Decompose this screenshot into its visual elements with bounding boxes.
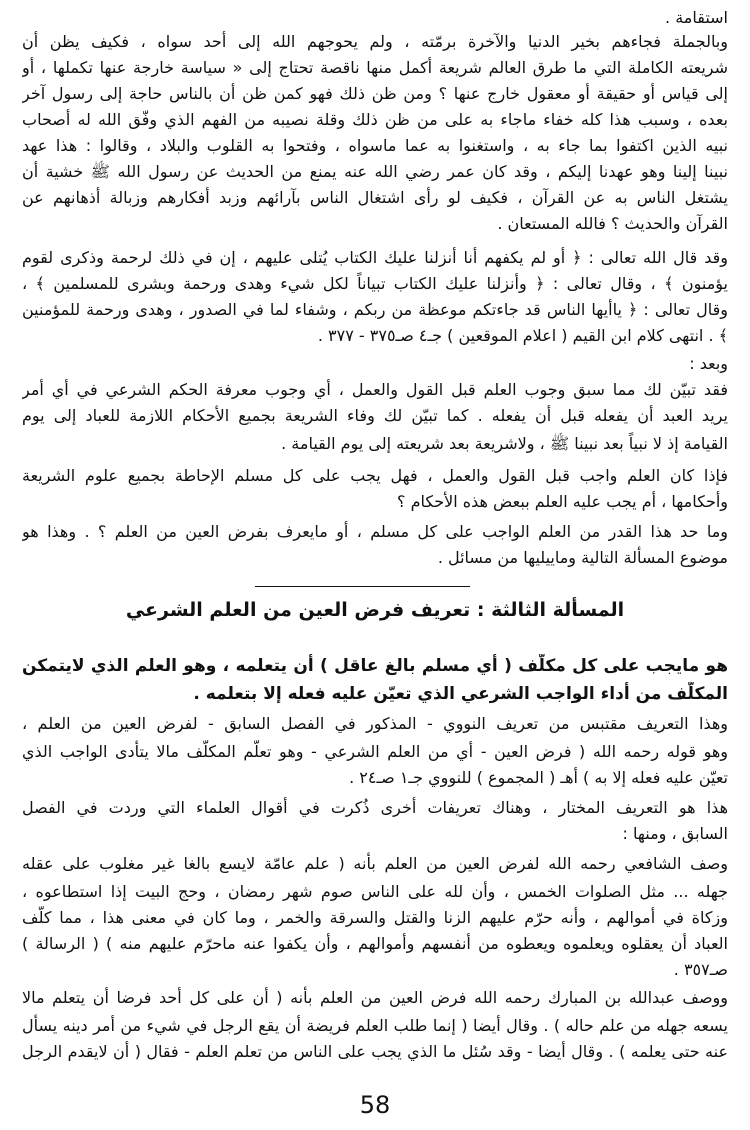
text-line: نبينا إلينا وهو عهدنا إليكم ، وقد كان عمر رضي الله عنه يمنع من الحديث عن رسول الله ﷺ خشية أن (22, 162, 728, 181)
text-line: تعيّن عليه فعله إلا به ) أهـ ( المجموع ) للنووي جـ١ صـ٢٤ . (349, 768, 728, 787)
section-heading: المسألة الثالثة : تعريف فرض العين من العلم الشرعي (125, 599, 625, 621)
text-line: السابق ، ومنها : (622, 824, 728, 843)
page-number: 58 (359, 1091, 391, 1119)
text-line: وما حد هذا القدر من العلم الواجب على كل مسلم ، أو مايعرف بفرض العين من العلم ؟ . وهذا هو (22, 522, 728, 541)
text-line: وقال تعالى : ﴿ ياأيها الناس قد جاءتكم موعظة من ربكم ، وشفاء لما في الصدور ، وهدى ورحمة للمؤمنين (22, 300, 728, 319)
text-line: القيامة إذ لا نبياً بعد نبينا ﷺ ، ولاشريعة بعد شريعته إلى يوم القيامة . (281, 434, 728, 453)
text-line: يؤمنون ﴾ ، وقال تعالى : ﴿ وأنزلنا عليك الكتاب تبياناً لكل شيء وهدى ورحمة وبشرى للمسلمين ﴾ ، (22, 274, 728, 293)
text-line: بعده ، وسبب هذا كله خفاء ماجاء به على من ظن ذلك وقلة نصيبه من الفهم الذي وفّق الله له أصحاب (22, 110, 728, 129)
text-line: وأحكامها ، أم يجب عليه العلم ببعض هذه الأحكام ؟ (397, 492, 728, 511)
text-line: وقد قال الله تعالى : ﴿ أو لم يكفهم أنا أنزلنا عليك الكتاب يُتلى عليهم ، إن في ذلك لرحمة وذكرى لقوم (22, 248, 728, 267)
text-line: يريد العبد أن يفعله قبل أن يفعله . كما تبيّن لك وفاء الشريعة بجميع الأحكام اللازمة للعباد إلى يوم (22, 406, 728, 425)
text-line: نبيه الذين اكتفوا بما جاء به ، واستغنوا به عما ماسواه ، وفتحوا به القلوب والبلاد ، وقالوا : هذا عهد (22, 136, 728, 155)
text-line: عنه حتى يعلمه ) . وقال أيضا - وقد سُئل ما الذي يجب على الناس من تعلم العلم - فقال ( أن لايقدم الرجل (22, 1042, 728, 1061)
text-line: ووصف عبدالله بن المبارك رحمه الله فرض العين من العلم بأنه ( أن على كل أحد فرضا أن يتعلم مالا (22, 988, 728, 1007)
definition-line: المكلّف من أداء الواجب الشرعي الذي تعيّن عليه فعله إلا بتعلمه . (193, 684, 728, 704)
text-line: فقد تبيّن لك مما سبق وجوب العلم قبل القول والعمل ، أي وجوب معرفة الحكم الشرعي في أي أمر (22, 380, 728, 399)
section-divider (255, 586, 470, 587)
text-line: هذا هو التعريف المختار ، وهناك تعريفات أخرى ذُكرت في أقوال العلماء التي وردت في الفصل (22, 798, 728, 817)
text-line: القرآن والحديث ؟ فالله المستعان . (497, 214, 728, 233)
text-line: وبعد : (689, 354, 728, 373)
text-line: صـ٣٥٧ . (673, 960, 728, 979)
text-line: جهله ... مثل الصلوات الخمس ، وأن لله على الناس صوم شهر رمضان ، وحج البيت إذا استطاعوه ، (22, 882, 728, 901)
text-line: وبالجملة فجاءهم بخير الدنيا والآخرة برمّته ، ولم يحوجهم الله إلى أحد سواه ، فكيف يظن أن (22, 32, 728, 51)
text-line: وصف الشافعي رحمه الله لفرض العين من العلم بأنه ( علم عامّة لايسع بالغا غير مغلوب على عقله (22, 854, 728, 873)
text-line: وهو قوله رحمه الله ( فرض العين - أي من العلم الشرعي - وهو تعلّم المكلّف مالا يتأدى الواجب الذي (22, 742, 728, 761)
text-line: فإذا كان العلم واجب قبل القول والعمل ، فهل يجب على كل مسلم الإحاطة بجميع علوم الشريعة (22, 466, 728, 485)
text-line: وهذا التعريف مقتبس من تعريف النووي - المذكور في الفصل السابق - لفرض العين من العلم ، (22, 714, 728, 733)
text-line: إلى قياس أو حقيقة أو معقول خارج عنها ؟ ومن ظن ذلك فهو كمن ظن أن بالناس حاجة إلى رسول آخر (22, 84, 728, 103)
definition-line: هو مايجب على كل مكلّف ( أي مسلم بالغ عاقل ) أن يتعلمه ، وهو العلم الذي لايتمكن (22, 656, 728, 676)
text-line: ﴾ . انتهى كلام ابن القيم ( اعلام الموقعين ) جـ٤ صـ٣٧٥ - ٣٧٧ . (317, 326, 728, 345)
text-line: شريعته الكاملة التي ما طرق العالم شريعة أكمل منها ناقصة تحتاج إلى « سياسة خارجة عنها تكملها ، أو (22, 58, 728, 77)
text-line: يسعه جهله من علم حاله ) . وقال أيضا ( إنما طلب العلم فريضة أن يقع الرجل في شيء من أمر دينه يسأل (22, 1016, 728, 1035)
text-line: موضوع المسألة التالية وماييليها من مسائل . (437, 548, 728, 567)
text-line: استقامة . (665, 8, 728, 27)
text-line: العباد أن يعقلوه ويعلموه ويعطوه من أنفسهم وأموالهم ، وأن يكفوا عنه ماحرّم عليهم منه ) ( الرسالة ) (22, 934, 728, 953)
text-line: يشتغل الناس به عن القرآن ، فكيف لو رأى اشتغال الناس بآرائهم وزبد أفكارهم وزبالة أذهانهم عن (22, 188, 728, 207)
text-line: وزكاة في أموالهم ، وأنه حرّم عليهم الزنا والقتل والسرقة والخمر ، وما كان في معنى هذا ، مما كلّف (22, 908, 728, 927)
